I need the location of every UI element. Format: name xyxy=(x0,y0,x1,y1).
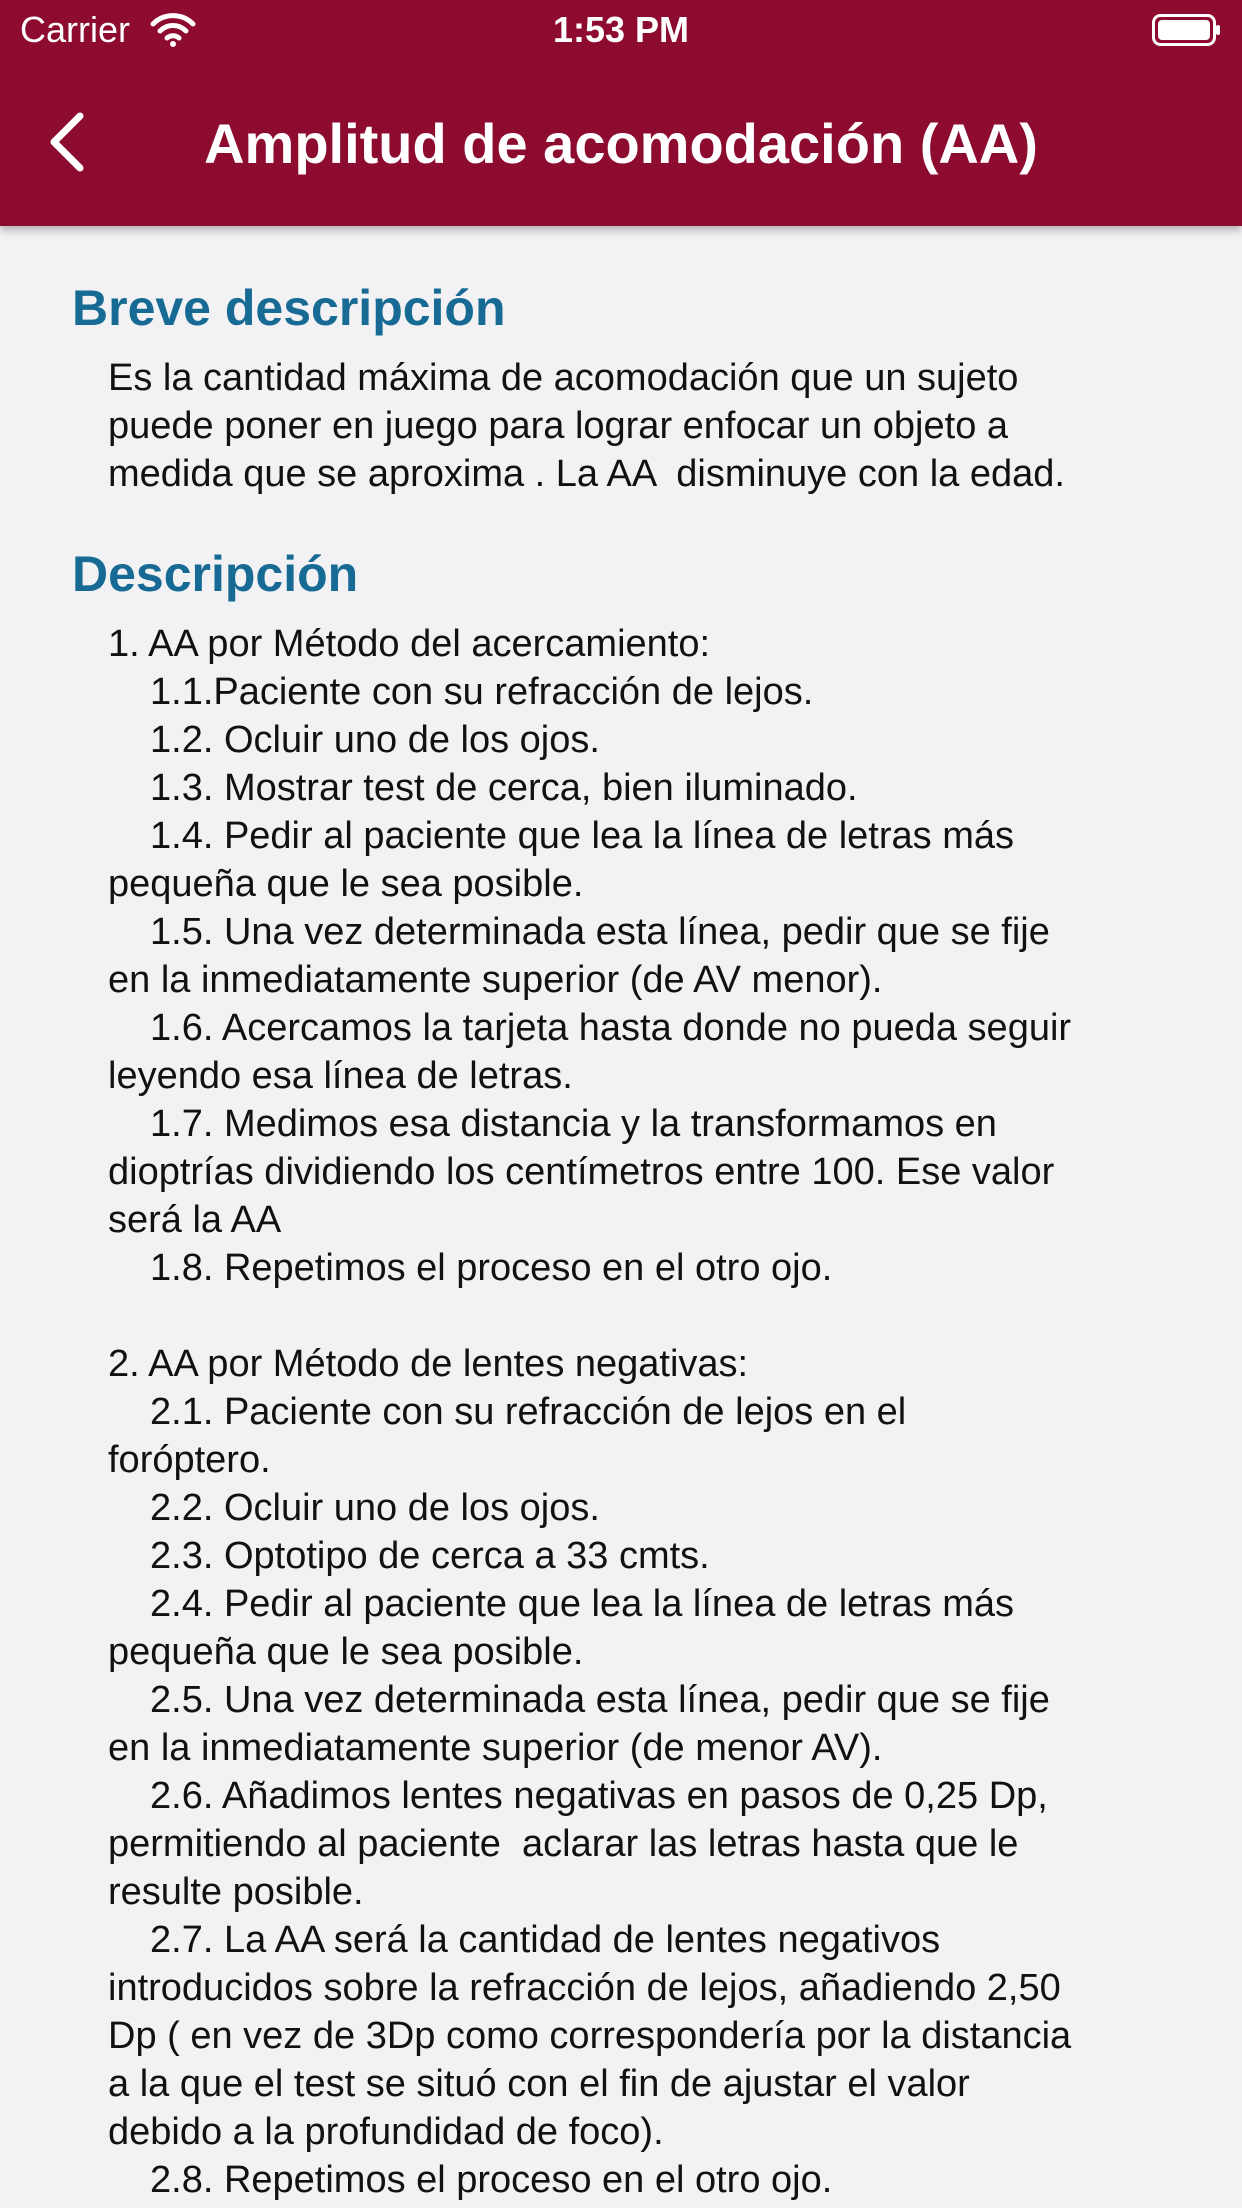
text-line: puede poner en juego para lograr enfocar un objeto a xyxy=(108,405,1009,447)
text-line: 1.2. Ocluir uno de los ojos. xyxy=(150,719,600,761)
text-line: 2.1. Paciente con su refracción de lejos en el xyxy=(150,1391,907,1433)
brief-description-heading: Breve descripción xyxy=(72,280,506,336)
brief-description-text xyxy=(108,354,1218,498)
text-line: 1.7. Medimos esa distancia y la transformamos en xyxy=(150,1103,997,1145)
text-line: debido a la profundidad de foco). xyxy=(108,2111,664,2153)
text-line: pequeña que le sea posible. xyxy=(108,863,584,905)
text-line: 1. AA por Método del acercamiento: xyxy=(108,623,711,665)
text-line: medida que se aproxima . La AA disminuye con la edad. xyxy=(108,453,1065,495)
blank-line xyxy=(108,1292,1218,1340)
text-line: leyendo esa línea de letras. xyxy=(108,1055,573,1097)
page-title: Amplitud de acomodación (AA) xyxy=(204,112,1038,175)
text-line: 1.8. Repetimos el proceso en el otro ojo. xyxy=(150,1247,833,1289)
description-heading: Descripción xyxy=(72,546,359,602)
text-line: 1.4. Pedir al paciente que lea la línea de letras más xyxy=(150,815,1014,857)
text-line: 1.1.Paciente con su refracción de lejos. xyxy=(150,671,814,713)
text-line: dioptrías dividiendo los centímetros entre 100. Ese valor xyxy=(108,1151,1055,1193)
text-line: 2.8. Repetimos el proceso en el otro ojo. xyxy=(150,2159,833,2201)
text-line: 1.5. Una vez determinada esta línea, pedir que se fije xyxy=(150,911,1050,953)
text-line: en la inmediatamente superior (de menor AV). xyxy=(108,1727,883,1769)
status-bar xyxy=(0,0,1242,62)
text-line: 2.5. Una vez determinada esta línea, pedir que se fije xyxy=(150,1679,1050,1721)
text-line: resulte posible. xyxy=(108,1871,364,1913)
text-line: foróptero. xyxy=(108,1439,271,1481)
text-line: Es la cantidad máxima de acomodación que un sujeto xyxy=(108,357,1019,399)
header xyxy=(0,0,1242,226)
text-line: será la AA xyxy=(108,1199,282,1241)
text-line: pequeña que le sea posible. xyxy=(108,1631,584,1673)
text-line: 1.6. Acercamos la tarjeta hasta donde no pueda seguir xyxy=(150,1007,1072,1049)
text-line: 2.3. Optotipo de cerca a 33 cmts. xyxy=(150,1535,710,1577)
carrier-label: Carrier xyxy=(20,9,131,50)
text-line: 2.2. Ocluir uno de los ojos. xyxy=(150,1487,600,1529)
description-text xyxy=(108,620,1218,2204)
text-line: introducidos sobre la refracción de lejos, añadiendo 2,50 xyxy=(108,1967,1061,2009)
battery-icon xyxy=(1152,14,1222,46)
text-line: Dp ( en vez de 3Dp como correspondería por la distancia xyxy=(108,2015,1072,2057)
text-line: permitiendo al paciente aclarar las letras hasta que le xyxy=(108,1823,1019,1865)
clock: 1:53 PM xyxy=(552,9,690,50)
navigation-bar xyxy=(0,62,1242,226)
text-line: 1.3. Mostrar test de cerca, bien iluminado. xyxy=(150,767,858,809)
text-line: 2. AA por Método de lentes negativas: xyxy=(108,1343,749,1385)
text-line: 2.4. Pedir al paciente que lea la línea de letras más xyxy=(150,1583,1014,1625)
content-scroll-area[interactable] xyxy=(0,226,1242,2208)
text-line: a la que el test se situó con el fin de ajustar el valor xyxy=(108,2063,970,2105)
text-line: 2.7. La AA será la cantidad de lentes negativos xyxy=(150,1919,941,1961)
text-line: 2.6. Añadimos lentes negativas en pasos de 0,25 Dp, xyxy=(150,1775,1048,1817)
text-line: en la inmediatamente superior (de AV menor). xyxy=(108,959,883,1001)
